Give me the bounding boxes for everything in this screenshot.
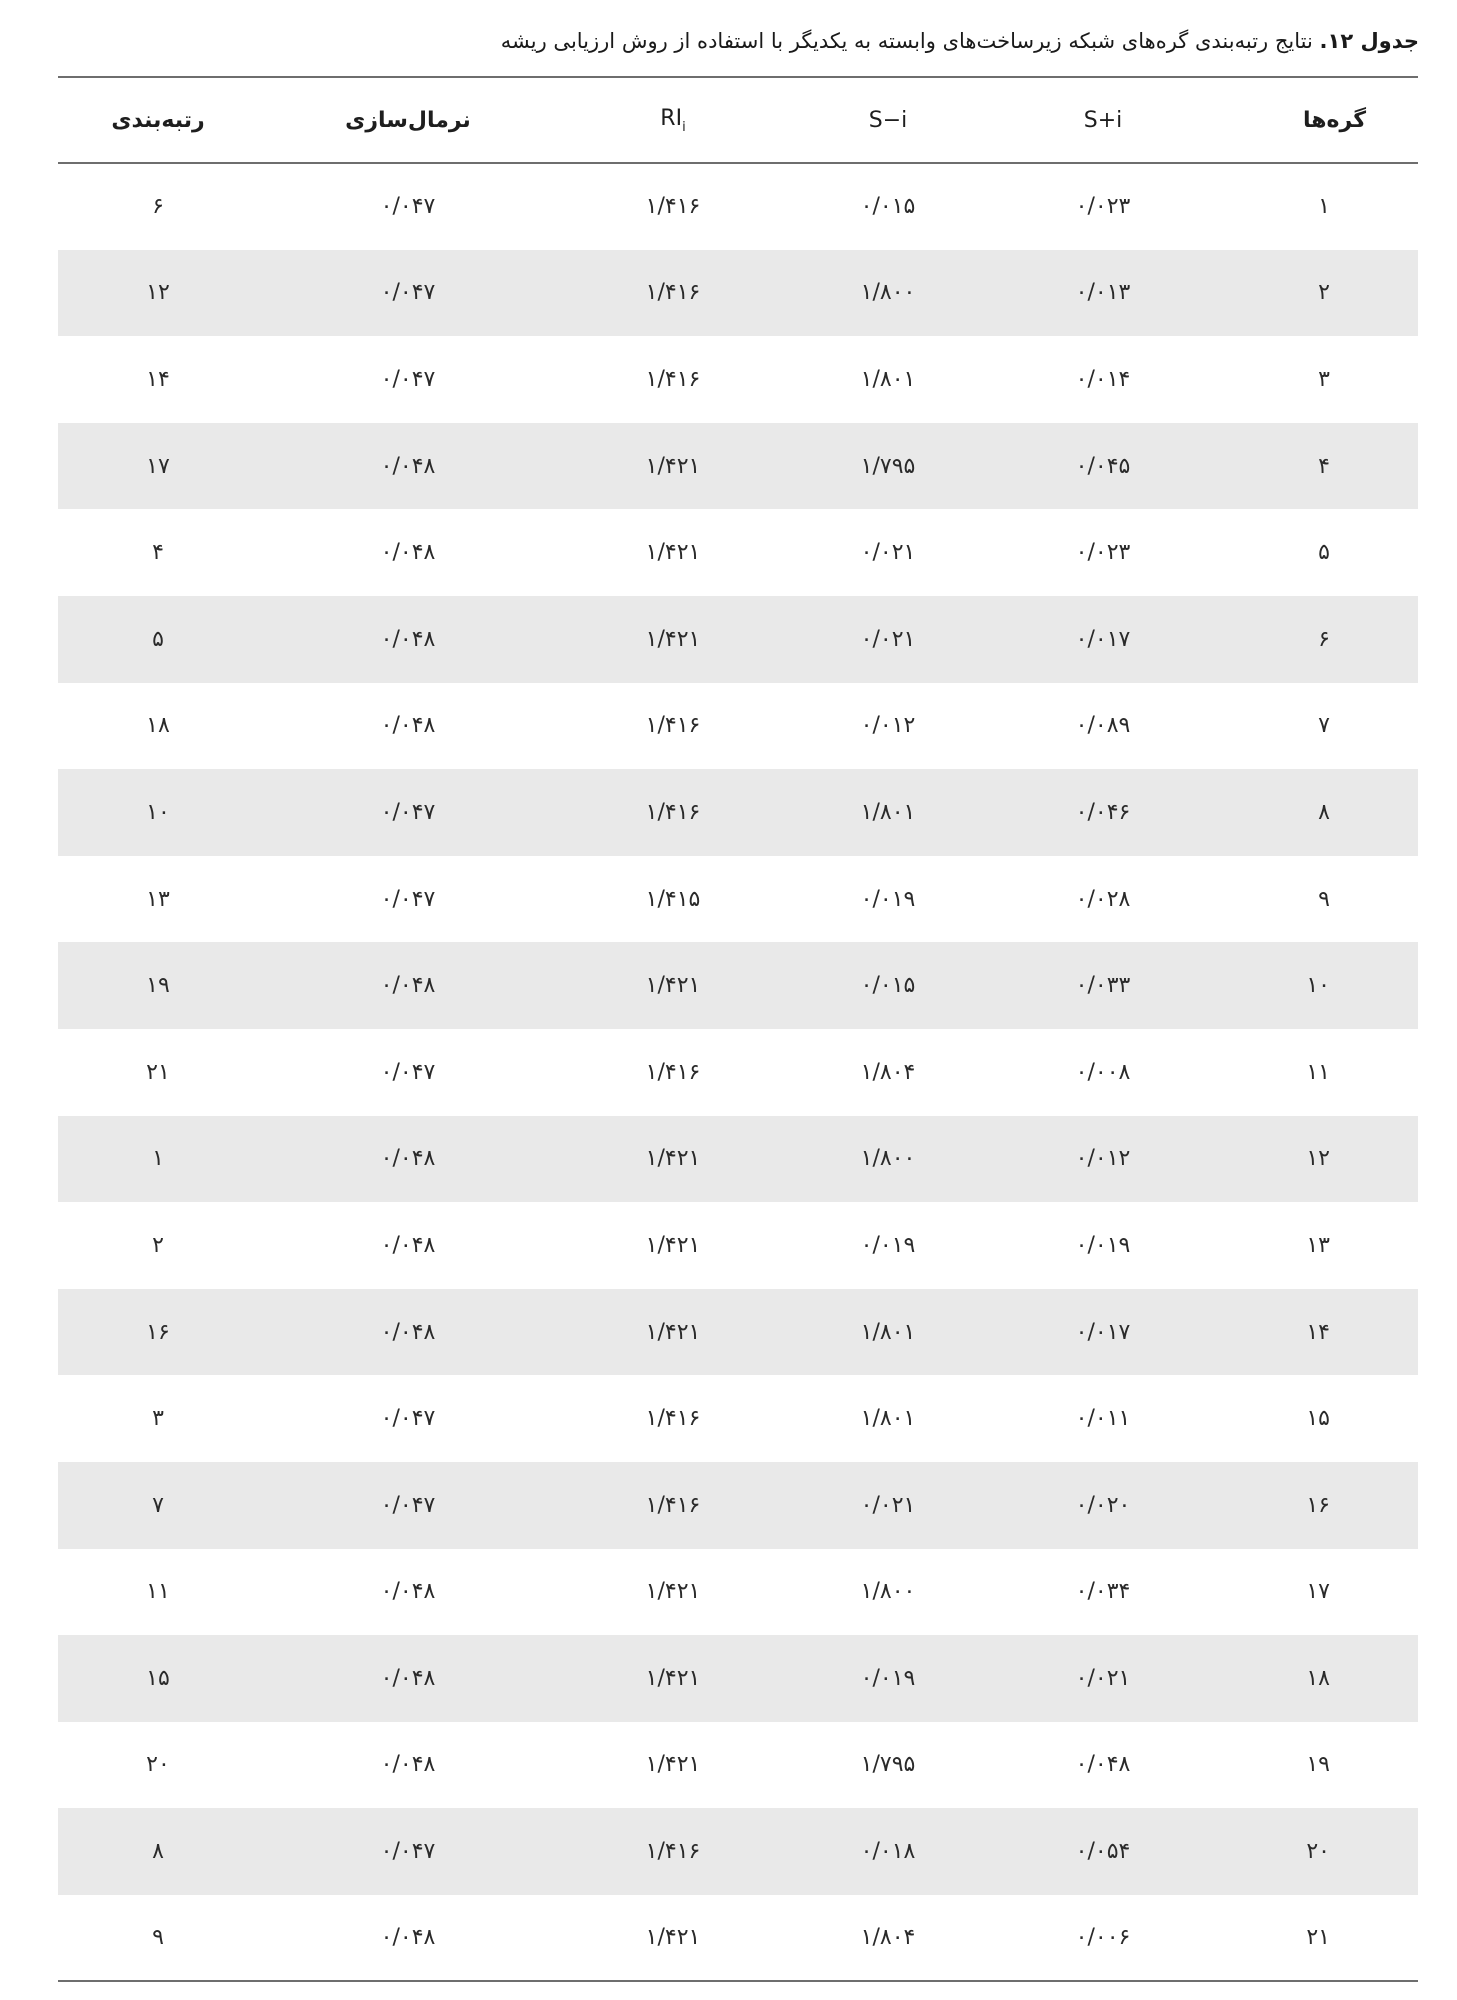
cell-s-minus: ۰/۰۱۹ — [860, 1232, 916, 1258]
table-row — [58, 856, 1418, 943]
caption-label: جدول ۱۲. — [1319, 29, 1419, 53]
cell-node: ۱۴ — [1306, 1319, 1330, 1345]
cell-normalization: ۰/۰۴۷ — [380, 886, 436, 912]
cell-s-minus: ۱/۸۰۴ — [860, 1925, 916, 1951]
caption-text: نتایج رتبه‌بندی گره‌های شبکه زیرساخت‌های وابسته به یکدیگر با استفاده از روش ارزیابی ریشه — [500, 29, 1320, 53]
cell-node: ۱۱ — [1306, 1059, 1330, 1085]
table-row — [58, 769, 1418, 856]
header-normalization: نرمال‌سازی — [345, 107, 471, 133]
cell-ri: ۱/۴۲۱ — [645, 1665, 701, 1691]
cell-s-plus: ۰/۰۳۴ — [1075, 1579, 1131, 1605]
table-row — [58, 1895, 1418, 1982]
cell-normalization: ۰/۰۴۸ — [380, 713, 436, 739]
table-row — [58, 336, 1418, 423]
cell-ri: ۱/۴۱۶ — [645, 799, 701, 825]
cell-node: ۲۱ — [1306, 1925, 1330, 1951]
cell-s-minus: ۱/۸۰۰ — [860, 280, 916, 306]
cell-s-minus: ۰/۰۱۲ — [860, 713, 916, 739]
table-row — [58, 509, 1418, 596]
header-s-plus-label: S+i — [1083, 107, 1123, 133]
cell-normalization: ۰/۰۴۷ — [380, 1059, 436, 1085]
table-row — [58, 683, 1418, 770]
cell-s-minus: ۰/۰۱۸ — [860, 1839, 916, 1865]
cell-ri: ۱/۴۱۶ — [645, 1839, 701, 1865]
header-ri-main: RI — [660, 105, 683, 131]
cell-normalization: ۰/۰۴۸ — [380, 1925, 436, 1951]
cell-normalization: ۰/۰۴۸ — [380, 1579, 436, 1605]
table-row — [58, 942, 1418, 1029]
cell-normalization: ۰/۰۴۷ — [380, 366, 436, 392]
header-ranking: رتبه‌بندی — [111, 107, 205, 133]
cell-ri: ۱/۴۲۱ — [645, 1752, 701, 1778]
cell-ranking: ۹ — [152, 1925, 164, 1951]
cell-s-plus: ۰/۰۴۶ — [1075, 799, 1131, 825]
table-row — [58, 163, 1418, 250]
cell-normalization: ۰/۰۴۷ — [380, 280, 436, 306]
cell-s-minus: ۰/۰۲۱ — [860, 626, 916, 652]
cell-node: ۳ — [1318, 366, 1330, 392]
table-row — [58, 1722, 1418, 1809]
cell-s-minus: ۰/۰۱۹ — [860, 1665, 916, 1691]
header-ri-label — [660, 105, 686, 135]
cell-ri: ۱/۴۲۱ — [645, 1579, 701, 1605]
cell-node: ۹ — [1318, 886, 1330, 912]
cell-s-plus: ۰/۰۱۴ — [1075, 366, 1131, 392]
header-ri — [558, 77, 788, 163]
cell-s-plus: ۰/۰۲۳ — [1075, 540, 1131, 566]
cell-s-plus: ۰/۰۱۳ — [1075, 280, 1131, 306]
cell-ranking: ۱ — [152, 1146, 164, 1172]
cell-ranking: ۳ — [152, 1406, 164, 1432]
cell-s-minus: ۰/۰۲۱ — [860, 1492, 916, 1518]
cell-node: ۱۸ — [1306, 1665, 1330, 1691]
cell-normalization: ۰/۰۴۷ — [380, 194, 436, 220]
cell-s-plus: ۰/۰۲۸ — [1075, 886, 1131, 912]
cell-ranking: ۱۹ — [146, 973, 170, 999]
cell-ranking: ۱۷ — [146, 453, 170, 479]
cell-ranking: ۱۸ — [146, 713, 170, 739]
header-row — [58, 77, 1418, 163]
cell-s-plus: ۰/۰۴۸ — [1075, 1752, 1131, 1778]
cell-node: ۱ — [1318, 194, 1330, 220]
cell-s-minus: ۰/۰۱۹ — [860, 886, 916, 912]
cell-normalization: ۰/۰۴۷ — [380, 1492, 436, 1518]
cell-normalization: ۰/۰۴۸ — [380, 1319, 436, 1345]
cell-s-minus: ۱/۸۰۱ — [860, 1406, 916, 1432]
cell-ri: ۱/۴۲۱ — [645, 1232, 701, 1258]
table-row — [58, 250, 1418, 337]
cell-node: ۴ — [1318, 453, 1330, 479]
header-s-minus — [788, 77, 988, 163]
cell-ranking: ۵ — [152, 626, 164, 652]
cell-s-minus: ۱/۸۰۱ — [860, 366, 916, 392]
cell-ri: ۱/۴۱۶ — [645, 713, 701, 739]
cell-normalization: ۰/۰۴۸ — [380, 1146, 436, 1172]
cell-s-minus: ۱/۷۹۵ — [860, 453, 916, 479]
table-row — [58, 596, 1418, 683]
cell-ranking: ۸ — [152, 1839, 164, 1865]
cell-ri: ۱/۴۲۱ — [645, 1925, 701, 1951]
cell-ri: ۱/۴۲۱ — [645, 540, 701, 566]
cell-normalization: ۰/۰۴۸ — [380, 1232, 436, 1258]
cell-ranking: ۷ — [152, 1492, 164, 1518]
cell-ri: ۱/۴۲۱ — [645, 1146, 701, 1172]
cell-ranking: ۱۲ — [146, 280, 170, 306]
cell-ranking: ۲۱ — [146, 1059, 170, 1085]
table-row — [58, 1808, 1418, 1895]
cell-node: ۱۷ — [1306, 1579, 1330, 1605]
cell-normalization: ۰/۰۴۸ — [380, 540, 436, 566]
cell-ri: ۱/۴۱۶ — [645, 1406, 701, 1432]
table-row — [58, 1289, 1418, 1376]
cell-node: ۱۶ — [1306, 1492, 1330, 1518]
ranking-table — [58, 76, 1418, 1982]
table-row — [58, 1635, 1418, 1722]
cell-s-plus: ۰/۰۲۰ — [1075, 1492, 1131, 1518]
cell-s-plus: ۰/۰۲۱ — [1075, 1665, 1131, 1691]
cell-ranking: ۱۴ — [146, 366, 170, 392]
cell-s-plus: ۰/۰۰۸ — [1075, 1059, 1131, 1085]
cell-ranking: ۶ — [152, 194, 164, 220]
cell-normalization: ۰/۰۴۷ — [380, 1406, 436, 1432]
cell-ri: ۱/۴۱۶ — [645, 1059, 701, 1085]
cell-ranking: ۱۰ — [146, 799, 170, 825]
cell-normalization: ۰/۰۴۷ — [380, 799, 436, 825]
table-body — [58, 163, 1418, 1981]
cell-node: ۶ — [1318, 626, 1330, 652]
cell-node: ۱۵ — [1306, 1406, 1330, 1432]
cell-s-minus: ۱/۷۹۵ — [860, 1752, 916, 1778]
cell-node: ۲ — [1318, 280, 1330, 306]
table-caption — [40, 26, 1419, 56]
cell-s-minus: ۰/۰۱۵ — [860, 194, 916, 220]
cell-s-plus: ۰/۰۱۹ — [1075, 1232, 1131, 1258]
cell-s-plus: ۰/۰۳۳ — [1075, 973, 1131, 999]
cell-ranking: ۴ — [152, 540, 164, 566]
cell-s-minus: ۱/۸۰۰ — [860, 1146, 916, 1172]
cell-node: ۱۳ — [1306, 1232, 1330, 1258]
cell-ri: ۱/۴۱۶ — [645, 194, 701, 220]
cell-ranking: ۲۰ — [146, 1752, 170, 1778]
cell-normalization: ۰/۰۴۸ — [380, 453, 436, 479]
cell-s-minus: ۰/۰۲۱ — [860, 540, 916, 566]
cell-normalization: ۰/۰۴۸ — [380, 973, 436, 999]
cell-s-plus: ۰/۰۸۹ — [1075, 713, 1131, 739]
cell-ri: ۱/۴۲۱ — [645, 626, 701, 652]
cell-node: ۸ — [1318, 799, 1330, 825]
cell-normalization: ۰/۰۴۷ — [380, 1839, 436, 1865]
cell-s-minus: ۱/۸۰۴ — [860, 1059, 916, 1085]
cell-node: ۱۰ — [1306, 973, 1330, 999]
cell-ri: ۱/۴۱۶ — [645, 280, 701, 306]
cell-node: ۱۹ — [1306, 1752, 1330, 1778]
cell-ri: ۱/۴۲۱ — [645, 1319, 701, 1345]
table-row — [58, 423, 1418, 510]
cell-s-plus: ۰/۰۱۷ — [1075, 626, 1131, 652]
cell-s-plus: ۰/۰۴۵ — [1075, 453, 1131, 479]
table-row — [58, 1375, 1418, 1462]
cell-s-plus: ۰/۰۲۳ — [1075, 194, 1131, 220]
cell-s-plus: ۰/۰۱۲ — [1075, 1146, 1131, 1172]
cell-node: ۱۲ — [1306, 1146, 1330, 1172]
table-row — [58, 1202, 1418, 1289]
cell-s-minus: ۱/۸۰۱ — [860, 1319, 916, 1345]
header-ri-subscript: i — [682, 119, 686, 135]
cell-ranking: ۱۵ — [146, 1665, 170, 1691]
table-row — [58, 1462, 1418, 1549]
cell-ri: ۱/۴۱۶ — [645, 366, 701, 392]
cell-node: ۵ — [1318, 540, 1330, 566]
cell-node: ۷ — [1318, 713, 1330, 739]
cell-normalization: ۰/۰۴۸ — [380, 1752, 436, 1778]
cell-ri: ۱/۴۲۱ — [645, 453, 701, 479]
cell-ri: ۱/۴۲۱ — [645, 973, 701, 999]
cell-ranking: ۱۳ — [146, 886, 170, 912]
header-s-minus-label: S−i — [868, 107, 908, 133]
cell-ri: ۱/۴۱۶ — [645, 1492, 701, 1518]
cell-ranking: ۱۶ — [146, 1319, 170, 1345]
cell-s-minus: ۱/۸۰۱ — [860, 799, 916, 825]
cell-s-plus: ۰/۰۵۴ — [1075, 1839, 1131, 1865]
cell-s-plus: ۰/۰۰۶ — [1075, 1925, 1131, 1951]
header-nodes: گره‌ها — [1303, 107, 1366, 133]
cell-normalization: ۰/۰۴۸ — [380, 1665, 436, 1691]
table-header — [58, 77, 1418, 163]
cell-s-plus: ۰/۰۱۱ — [1075, 1406, 1131, 1432]
cell-ranking: ۲ — [152, 1232, 164, 1258]
table-row — [58, 1116, 1418, 1203]
header-s-plus — [988, 77, 1218, 163]
table-row — [58, 1029, 1418, 1116]
cell-node: ۲۰ — [1306, 1839, 1330, 1865]
cell-s-minus: ۰/۰۱۵ — [860, 973, 916, 999]
table-row — [58, 1549, 1418, 1636]
cell-s-plus: ۰/۰۱۷ — [1075, 1319, 1131, 1345]
cell-ri: ۱/۴۱۵ — [645, 886, 701, 912]
cell-ranking: ۱۱ — [146, 1579, 170, 1605]
cell-s-minus: ۱/۸۰۰ — [860, 1579, 916, 1605]
cell-normalization: ۰/۰۴۸ — [380, 626, 436, 652]
